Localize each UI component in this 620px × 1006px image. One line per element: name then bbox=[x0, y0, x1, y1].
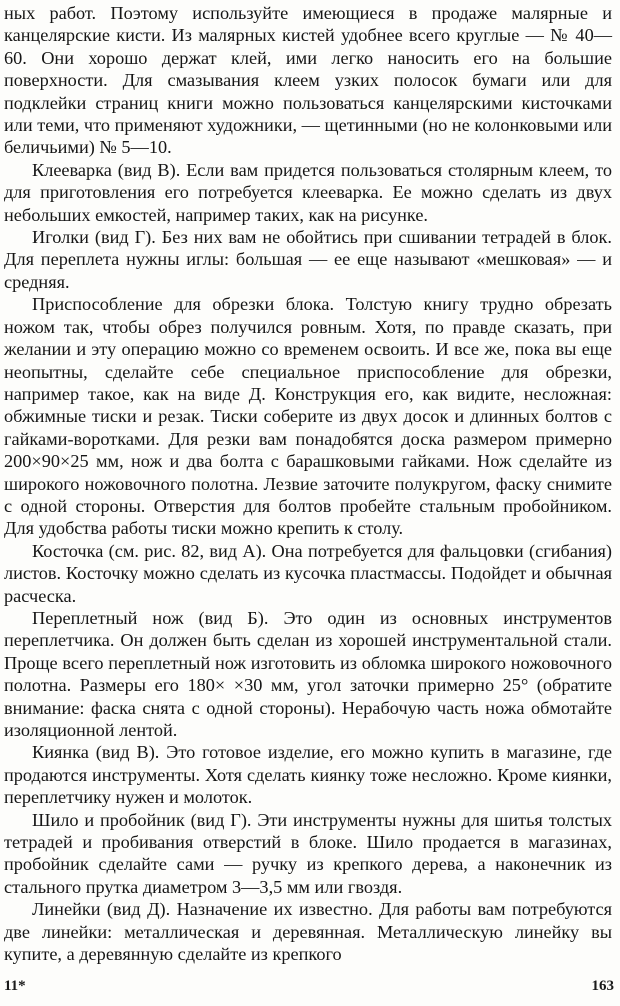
paragraph-needles: Иголки (вид Г). Без них вам не обойтись при сшивании тетрадей в блок. Для переплета нужны иглы: большая — ее еще называют «мешковая» — и средняя. bbox=[4, 227, 612, 292]
paragraph-brushes: ных работ. Поэтому используйте имеющиеся в продаже малярные и канцелярские кисти. Из малярных кистей удобнее всего круглые — № 40—60. Они хорошо держат клей, ими легко наносить его на большие поверхности. Для смазывания клеем узких полосок бумаги или для подклейки страниц книги можно пользоваться канцелярскими кисточками или теми, что применяют художники, — щетинными (но не колонковыми или беличьими) № 5—10. bbox=[4, 3, 612, 158]
page-number: 163 bbox=[591, 978, 614, 994]
page-footer bbox=[4, 978, 614, 998]
paragraph-awl-and-punch: Шило и пробойник (вид Г). Эти инструменты нужны для шитья толстых тетрадей и пробивания отверстий в блоке. Шило продается в магазинах, пробойник сделайте сами — ручку из крепкого дерева, а наконечник из стального прутка диаметром 3—3,5 мм или гвоздя. bbox=[4, 809, 612, 897]
paragraph-bone-folder: Косточка (см. рис. 82, вид А). Она потребуется для фальцовки (сгибания) листов. Косточку можно сделать из кусочка пластмассы. Подойдет и обычная расческа. bbox=[4, 540, 612, 606]
paragraph-glue-pot: Клееварка (вид В). Если вам придется пользоваться столярным клеем, то для приготовления его потребуется клееварка. Ее можно сделать из двух небольших емкостей, например таких, как на рисунке. bbox=[4, 159, 612, 225]
paragraph-rulers: Линейки (вид Д). Назначение их известно. Для работы вам потребуются две линейки: металлическая и деревянная. Металлическую линейку вы купите, а деревянную сделайте из крепкого bbox=[4, 899, 612, 965]
paragraph-trimming-device: Приспособление для обрезки блока. Толстую книгу трудно обрезать ножом так, чтобы обрез получился ровным. Хотя, по правде сказать, при желании и эту операцию можно со временем освоить. И все же, пока вы еще неопытны, сделайте себе специальное приспособление для обрезки, например такое, как на виде Д. Конструкция его, как видите, несложная: обжимные тиски и резак. Тиски соберите из двух досок и длинных болтов с гайками-воротками. Для резки вам понадобятся доска размером примерно 200×90×25 мм, нож и два болта с барашковыми гайками. Нож сделайте из широкого ножовочного полотна. Лезвие заточите полукругом, фаску снимите с одной стороны. Отверстия для болтов пробейте стальным пробойником. Для удобства работы тиски можно крепить к столу. bbox=[4, 294, 612, 539]
body-text bbox=[4, 2, 612, 965]
signature-mark: 11* bbox=[4, 978, 26, 994]
paragraph-mallet: Киянка (вид В). Это готовое изделие, его можно купить в магазине, где продаются инструменты. Хотя сделать киянку тоже несложно. Кроме киянки, переплетчику нужен и молоток. bbox=[4, 742, 612, 808]
paragraph-binding-knife: Переплетный нож (вид Б). Это один из основных инструментов переплетчика. Он должен быть сделан из хорошей инструментальной стали. Проще всего переплетный нож изготовить из обломка широкого ножовочного полотна. Размеры его 180× ×30 мм, угол заточки примерно 25° (обратите внимание: фаска снята с одной стороны). Нерабочую часть ножа обмотайте изоляционной лентой. bbox=[4, 607, 612, 740]
